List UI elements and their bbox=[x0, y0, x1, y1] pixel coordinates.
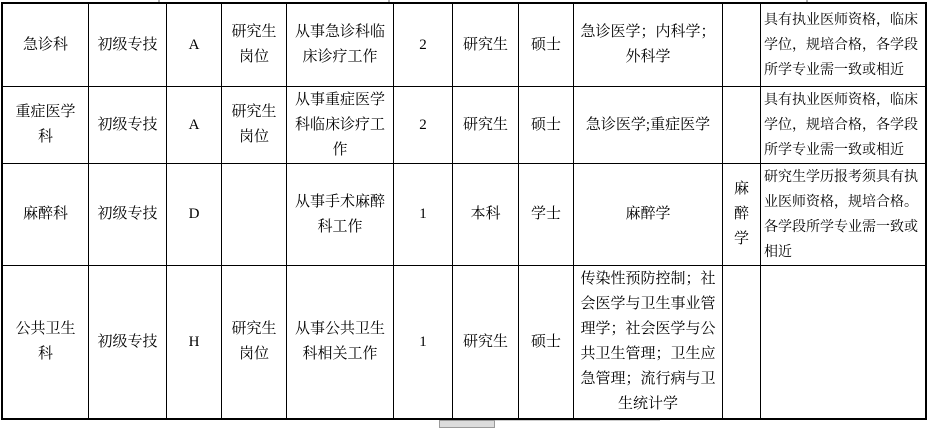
cell-position-level: 初级专技 bbox=[89, 266, 166, 418]
cell-job-duties: 从事手术麻醉科工作 bbox=[287, 164, 393, 265]
cell-post-code: H bbox=[167, 266, 221, 418]
cell-headcount: 2 bbox=[394, 4, 452, 86]
cell-post-type: 研究生岗位 bbox=[222, 87, 286, 163]
cell-other-requirements: 具有执业医师资格，临床学位，规培合格，各学段所学专业需一致或相近 bbox=[761, 87, 925, 163]
cell-post-code: A bbox=[167, 87, 221, 163]
recruitment-table bbox=[1, 2, 927, 420]
cell-other-requirements bbox=[761, 266, 925, 418]
cell-position-level: 初级专技 bbox=[89, 4, 166, 86]
cell-department: 公共卫生科 bbox=[3, 266, 88, 418]
cell-job-duties: 从事公共卫生科相关工作 bbox=[287, 266, 393, 418]
cell-department: 麻醉科 bbox=[3, 164, 88, 265]
cell-majors: 传染性预防控制；社会医学与卫生事业管理学；社会医学与公共卫生管理；卫生应急管理；流行病与卫生统计学 bbox=[574, 266, 722, 418]
cell-major-vertical: 麻醉学 bbox=[723, 164, 760, 265]
cell-position-level: 初级专技 bbox=[89, 164, 166, 265]
cell-degree: 硕士 bbox=[519, 4, 573, 86]
cell-department: 急诊科 bbox=[3, 4, 88, 86]
cell-other-requirements: 具有执业医师资格，临床学位，规培合格，各学段所学专业需一致或相近 bbox=[761, 4, 925, 86]
cell-major-vertical bbox=[723, 4, 760, 86]
cell-major-vertical bbox=[723, 266, 760, 418]
cell-position-level: 初级专技 bbox=[89, 87, 166, 163]
cell-post-code: D bbox=[167, 164, 221, 265]
cell-majors: 麻醉学 bbox=[574, 164, 722, 265]
cell-post-type: 研究生岗位 bbox=[222, 266, 286, 418]
cell-department: 重症医学科 bbox=[3, 87, 88, 163]
cell-majors: 急诊医学;重症医学 bbox=[574, 87, 722, 163]
cell-education: 研究生 bbox=[453, 87, 518, 163]
cell-headcount: 2 bbox=[394, 87, 452, 163]
cell-other-requirements: 研究生学历报考须具有执业医师资格，规培合格。各学段所学专业需一致或相近 bbox=[761, 164, 925, 265]
cell-post-type bbox=[222, 164, 286, 265]
cell-job-duties: 从事重症医学科临床诊疗工作 bbox=[287, 87, 393, 163]
cell-degree: 学士 bbox=[519, 164, 573, 265]
cell-post-type: 研究生岗位 bbox=[222, 4, 286, 86]
scrollbar-track bbox=[495, 420, 660, 421]
cell-headcount: 1 bbox=[394, 266, 452, 418]
cell-education: 研究生 bbox=[453, 4, 518, 86]
cell-job-duties: 从事急诊科临床诊疗工作 bbox=[287, 4, 393, 86]
cell-education: 本科 bbox=[453, 164, 518, 265]
cell-majors: 急诊医学；内科学；外科学 bbox=[574, 4, 722, 86]
cell-headcount: 1 bbox=[394, 164, 452, 265]
cell-degree: 硕士 bbox=[519, 266, 573, 418]
cell-education: 研究生 bbox=[453, 266, 518, 418]
cell-post-code: A bbox=[167, 4, 221, 86]
cell-degree: 硕士 bbox=[519, 87, 573, 163]
cell-major-vertical bbox=[723, 87, 760, 163]
